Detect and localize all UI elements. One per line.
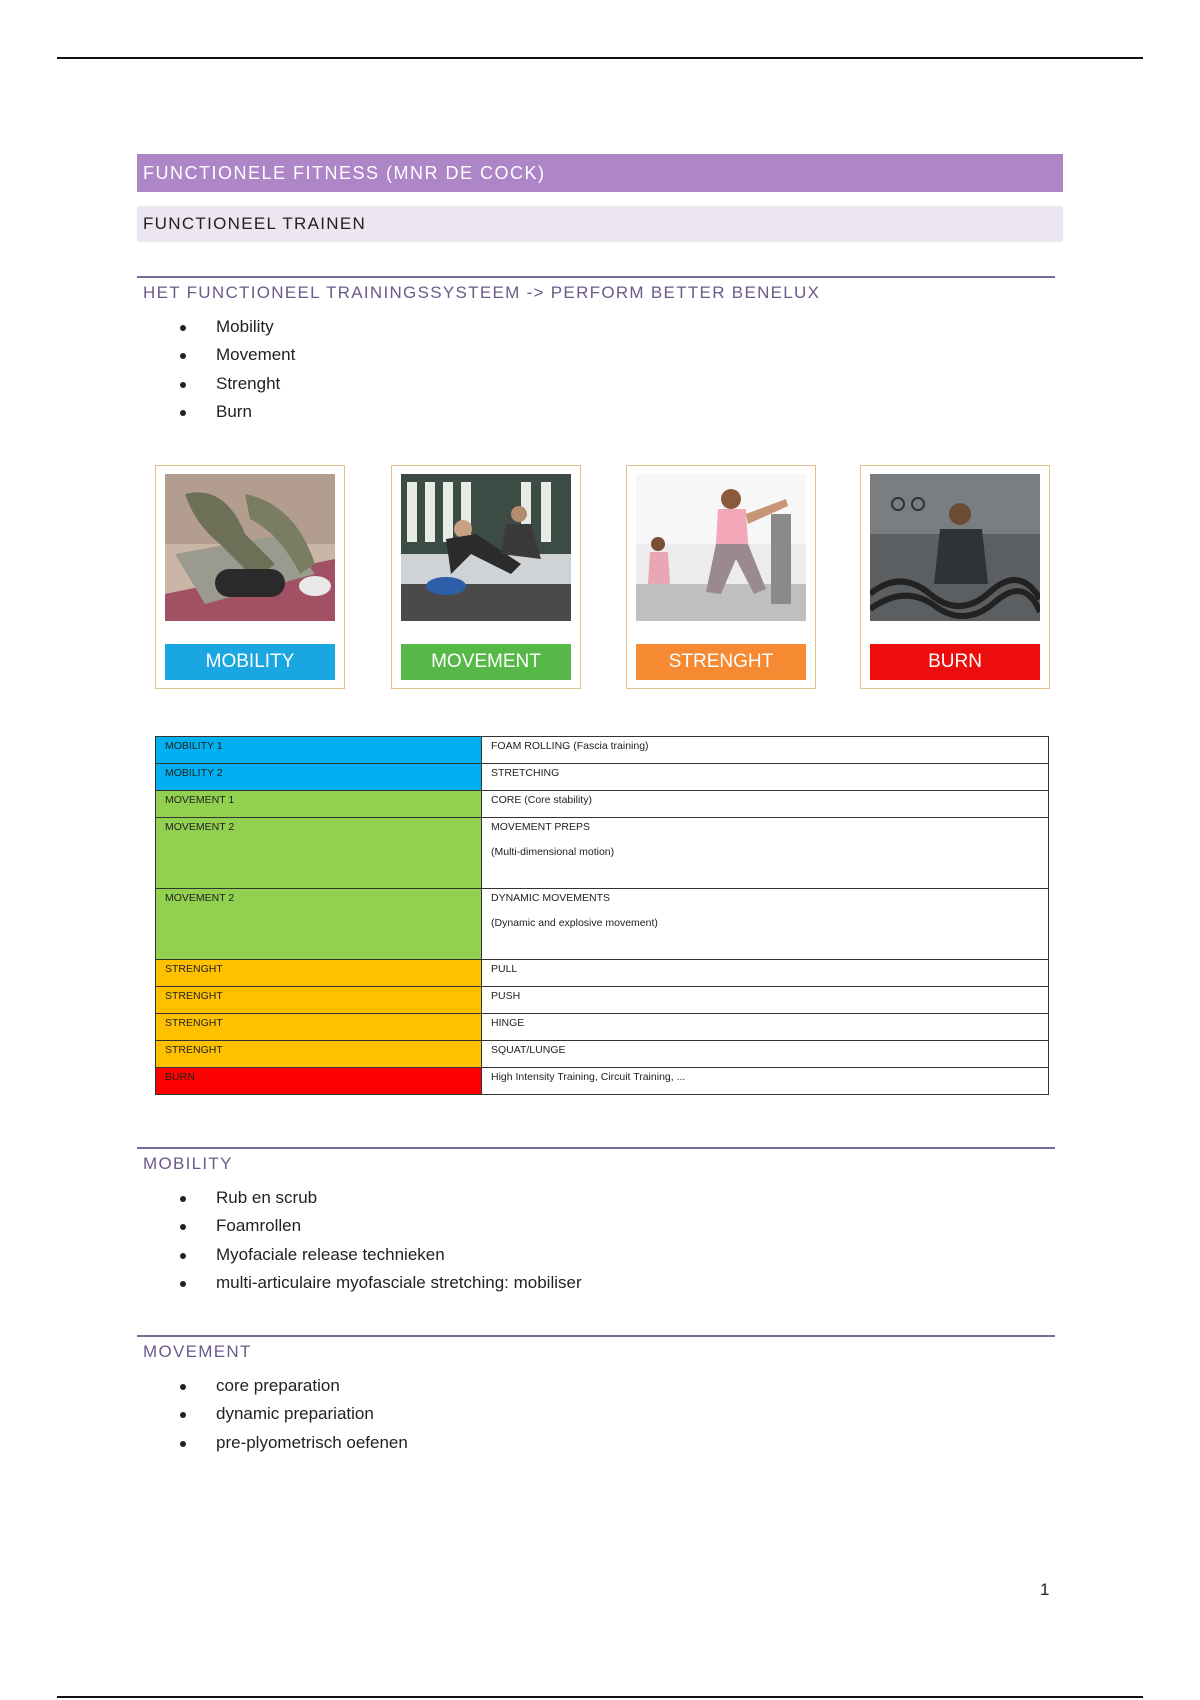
table-cell-description: HINGE	[482, 1014, 1049, 1041]
foam-roller-photo	[165, 474, 335, 621]
table-cell-description: STRETCHING	[482, 764, 1049, 791]
table-cell-description: High Intensity Training, Circuit Training, ...	[482, 1068, 1049, 1095]
card-label-movement: MOVEMENT	[401, 644, 571, 680]
table-cell-description: DYNAMIC MOVEMENTS (Dynamic and explosive movement)	[482, 889, 1049, 960]
table-cell-category: STRENGHT	[156, 1041, 482, 1068]
list-item: Movement	[137, 341, 1063, 369]
table-row	[156, 1068, 1049, 1095]
card-mobility	[155, 465, 345, 689]
list-item: Mobility	[137, 313, 1063, 341]
page-bottom-rule	[57, 1696, 1143, 1698]
card-label-strenght: STRENGHT	[636, 644, 806, 680]
table-row	[156, 889, 1049, 960]
movement-section	[137, 1335, 1063, 1457]
card-label-mobility: MOBILITY	[165, 644, 335, 680]
section-heading-mobility: MOBILITY	[137, 1147, 1055, 1174]
table-cell-description: SQUAT/LUNGE	[482, 1041, 1049, 1068]
table-row	[156, 987, 1049, 1014]
list-item: Myofaciale release technieken	[137, 1241, 1063, 1269]
table-cell-category: STRENGHT	[156, 1014, 482, 1041]
table-cell-category: BURN	[156, 1068, 482, 1095]
page-number: 1	[1040, 1580, 1050, 1599]
table-cell-description: PULL	[482, 960, 1049, 987]
list-item: Rub en scrub	[137, 1184, 1063, 1212]
list-item: core preparation	[137, 1372, 1063, 1400]
table-cell-category: MOVEMENT 1	[156, 791, 482, 818]
battle-ropes-photo	[870, 474, 1040, 621]
card-label-burn: BURN	[870, 644, 1040, 680]
table-row	[156, 818, 1049, 889]
table-cell-description: FOAM ROLLING (Fascia training)	[482, 737, 1049, 764]
table-row	[156, 737, 1049, 764]
movement-list	[137, 1372, 1063, 1457]
section-heading-training-system: HET FUNCTIONEEL TRAININGSSYSTEEM -> PERFORM BETTER BENELUX	[137, 276, 1055, 303]
training-system-table	[155, 736, 1049, 1095]
mobility-list	[137, 1184, 1063, 1297]
category-cards	[155, 465, 1055, 691]
list-item: Strenght	[137, 370, 1063, 398]
table-row	[156, 960, 1049, 987]
table-cell-category: MOVEMENT 2	[156, 818, 482, 889]
mobility-section	[137, 1147, 1063, 1297]
table-row	[156, 1041, 1049, 1068]
list-item: Burn	[137, 398, 1063, 426]
page-content	[137, 154, 1063, 426]
card-burn	[860, 465, 1050, 689]
lunge-exercise-photo	[636, 474, 806, 621]
card-strenght	[626, 465, 816, 689]
document-title: FUNCTIONELE FITNESS (MNR DE COCK)	[137, 154, 1063, 192]
table-cell-description: PUSH	[482, 987, 1049, 1014]
document-subtitle: FUNCTIONEEL TRAINEN	[137, 206, 1063, 242]
section-heading-movement: MOVEMENT	[137, 1335, 1055, 1362]
table-cell-category: MOBILITY 1	[156, 737, 482, 764]
list-item: pre-plyometrisch oefenen	[137, 1429, 1063, 1457]
card-movement	[391, 465, 581, 689]
table-cell-category: STRENGHT	[156, 987, 482, 1014]
table-cell-description: MOVEMENT PREPS (Multi-dimensional motion)	[482, 818, 1049, 889]
table-cell-description: CORE (Core stability)	[482, 791, 1049, 818]
training-system-list	[137, 313, 1063, 426]
table-cell-category: STRENGHT	[156, 960, 482, 987]
list-item: Foamrollen	[137, 1212, 1063, 1240]
table-cell-category: MOBILITY 2	[156, 764, 482, 791]
table-row	[156, 1014, 1049, 1041]
table-cell-category: MOVEMENT 2	[156, 889, 482, 960]
page-top-rule	[57, 57, 1143, 59]
gym-training-photo	[401, 474, 571, 621]
table-row	[156, 791, 1049, 818]
table-row	[156, 764, 1049, 791]
list-item: multi-articulaire myofasciale stretching: mobiliser	[137, 1269, 1063, 1297]
list-item: dynamic prepariation	[137, 1400, 1063, 1428]
